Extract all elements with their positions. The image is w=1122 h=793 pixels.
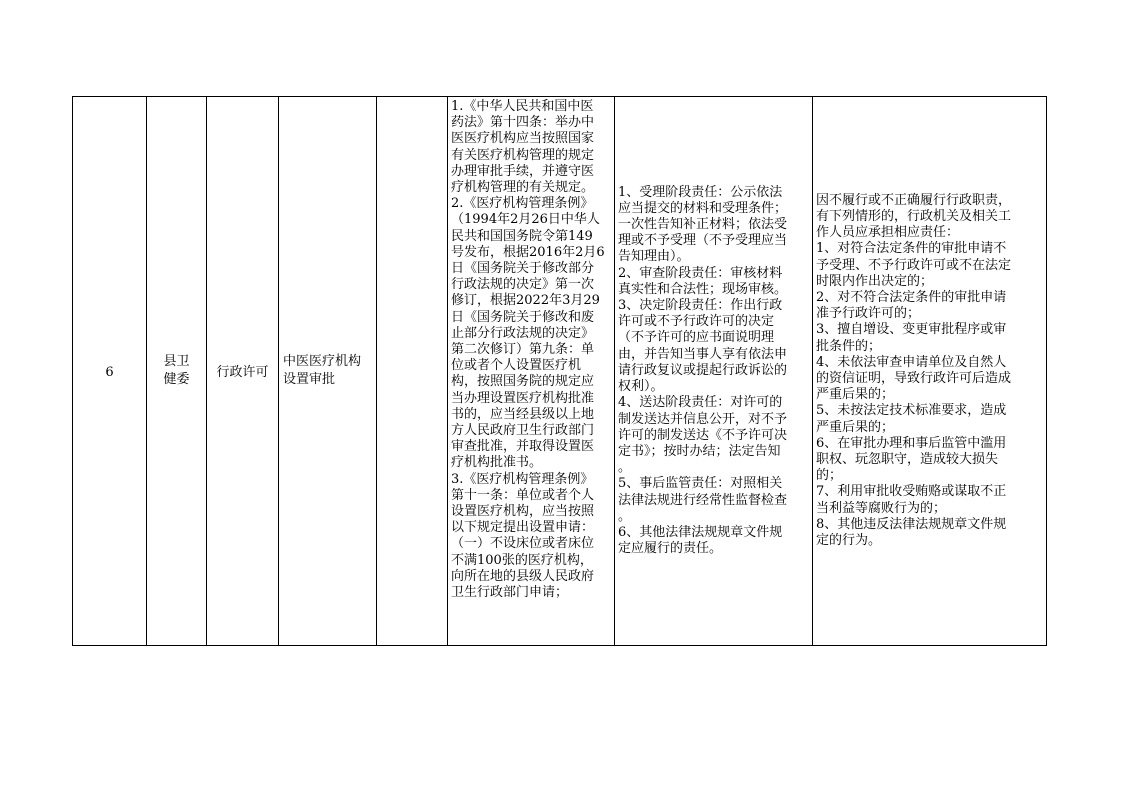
text-line: 因不履行或不正确履行行政职责， (816, 192, 1012, 208)
text-line: 定应履行的责任。 (618, 541, 723, 557)
text-line: 权利）。 (618, 379, 664, 395)
text-line: 请行政复议或提起行政诉讼的 (618, 362, 788, 378)
text-line: 位或者个人设置医疗机 (451, 358, 582, 374)
text-line: 当办理设置医疗机构批准 (451, 390, 595, 406)
text-line: 设置医疗机构，应当按照 (451, 504, 595, 520)
text-line: 定书》；按时办结；法定告知 (618, 443, 781, 459)
sub-item-cell (377, 97, 448, 646)
text-line: 修订，根据2022年3月29 (451, 293, 600, 309)
text-line: 的资信证明，导致行政许可后造成 (816, 371, 1012, 386)
text-line: 予受理、不予行政许可或不在法定 (816, 257, 1012, 273)
text-line: 号发布，根据2016年2月6 (451, 244, 605, 260)
text-line: 4、送达阶段责任：对许可的 (618, 395, 783, 411)
text-line: 方人民政府卫生行政部门 (451, 423, 595, 439)
text-line: 日《国务院关于修改部分 (451, 261, 595, 277)
legal-basis-box (448, 97, 614, 645)
text-line: 有下列情形的，行政机关及相关工 (816, 208, 1012, 224)
category-cell (207, 97, 279, 646)
text-line: 3.《医疗机构管理条例》 (451, 471, 594, 487)
text-line: 审查批准，并取得设置医 (451, 439, 595, 455)
text-line: 以下规定提出设置申请： (451, 520, 595, 536)
text-line: 时限内作出决定的； (816, 273, 934, 289)
text-line: （一）不设床位或者床位 (451, 536, 595, 552)
legal-basis-cell (448, 97, 615, 646)
text-line: 1、对符合法定条件的审批申请不 (816, 241, 1007, 257)
text-line: 由，并告知当事人享有依法申 (618, 346, 788, 362)
table-row (73, 97, 1047, 646)
text-line: 1、受理阶段责任：公示依法 (618, 184, 783, 200)
text-line: 5、未按法定技术标准要求，造成 (816, 403, 1007, 419)
text-line: 严重后果的； (816, 419, 895, 435)
text-line: 疗机构管理的有关规定。 (451, 180, 595, 196)
text-line: 医医疗机构应当按照国家 (451, 131, 595, 147)
text-line: （1994年2月26日中华人 (451, 212, 600, 228)
text-line: 职权、玩忽职守，造成较大损失 (816, 452, 999, 468)
item-name-cell (279, 97, 377, 646)
text-line: 定的行为。 (816, 533, 882, 549)
text-line: 的； (816, 468, 843, 484)
text-line: 6、在审批办理和事后监管中滥用 (816, 435, 1007, 451)
text-line: 2、对不符合法定条件的审批申请 (816, 289, 1007, 305)
index-cell (73, 97, 147, 646)
text-line: 5、事后监管责任：对照相关 (618, 476, 783, 492)
text-line: 构，按照国务院的规定应 (451, 374, 595, 390)
text-line: 准予行政许可的； (816, 306, 921, 322)
text-line: 不满100张的医疗机构， (451, 552, 593, 568)
text-line: 向所在地的县级人民政府 (451, 568, 595, 584)
text-line: 许可或不予行政许可的决定 (618, 314, 775, 330)
row-index: 6 (105, 364, 114, 380)
text-line: 当利益等腐败行为的； (816, 500, 947, 516)
text-line: 行政法规的决定》第一次 (451, 277, 595, 293)
department-cell (147, 97, 207, 646)
text-line: 。 (618, 460, 632, 476)
text-line: 药法》第十四条：举办中 (451, 115, 595, 131)
text-line: 卫生行政部门申请； (451, 585, 569, 601)
item-category: 行政许可 (216, 364, 269, 380)
text-line: 民共和国国务院令第149 (451, 228, 593, 244)
text-line: 一次性告知补正材料；依法受 (618, 217, 788, 233)
text-line: 7、利用审批收受贿赂或谋取不正 (816, 484, 1007, 500)
text-line: 疗机构批准书。 (451, 455, 543, 471)
text-line: 有关医疗机构管理的规定 (451, 147, 595, 163)
text-line: 批条件的； (816, 338, 882, 354)
text-line: 应当提交的材料和受理条件； (618, 200, 788, 216)
text-line: 日《国务院关于修改和废 (451, 309, 595, 325)
text-line: 。 (618, 508, 632, 524)
text-line: 制发送达并信息公开，对不予 (618, 411, 788, 427)
text-line: 1.《中华人民共和国中医 (451, 99, 594, 114)
liability-cell (813, 97, 1047, 646)
text-line: 4、未依法审查申请单位及自然人 (816, 354, 1007, 370)
responsibility-cell (615, 97, 813, 646)
text-line: 2.《医疗机构管理条例》 (451, 196, 594, 212)
text-line: 第十一条：单位或者个人 (451, 487, 595, 503)
responsibility-text (615, 185, 812, 558)
text-line: 理或不予受理（不予受理应当 (618, 233, 788, 249)
text-line: 2、审查阶段责任：审核材料 (618, 265, 783, 281)
responsibility-table (72, 96, 1047, 646)
item-name: 中医医疗机构设置审批 (283, 354, 362, 387)
text-line: 法律法规进行经常性监督检查 (618, 492, 788, 508)
text-line: 书的，应当经县级以上地 (451, 406, 595, 422)
text-line: 严重后果的； (816, 387, 895, 403)
text-line: 许可的制发送达《不予许可决 (618, 427, 788, 443)
text-line: 办理审批手续，并遵守医 (451, 163, 595, 179)
text-line: （不予许可的应书面说明理 (618, 330, 775, 346)
legal-basis-text (448, 97, 614, 601)
text-line: 止部分行政法规的决定》 (451, 325, 595, 341)
text-line: 8、其他违反法律法规规章文件规 (816, 516, 1007, 532)
text-line: 第二次修订）第九条：单 (451, 342, 595, 358)
liability-text (813, 193, 1046, 549)
department-name: 县卫健委 (163, 354, 190, 387)
text-line: 告知理由）。 (618, 249, 690, 265)
text-line: 作人员应承担相应责任： (816, 225, 960, 241)
text-line: 3、决定阶段责任：作出行政 (618, 298, 783, 314)
text-line: 真实性和合法性；现场审核。 (618, 281, 788, 297)
text-line: 6、其他法律法规规章文件规 (618, 524, 783, 540)
text-line: 3、擅自增设、变更审批程序或审 (816, 322, 1007, 338)
